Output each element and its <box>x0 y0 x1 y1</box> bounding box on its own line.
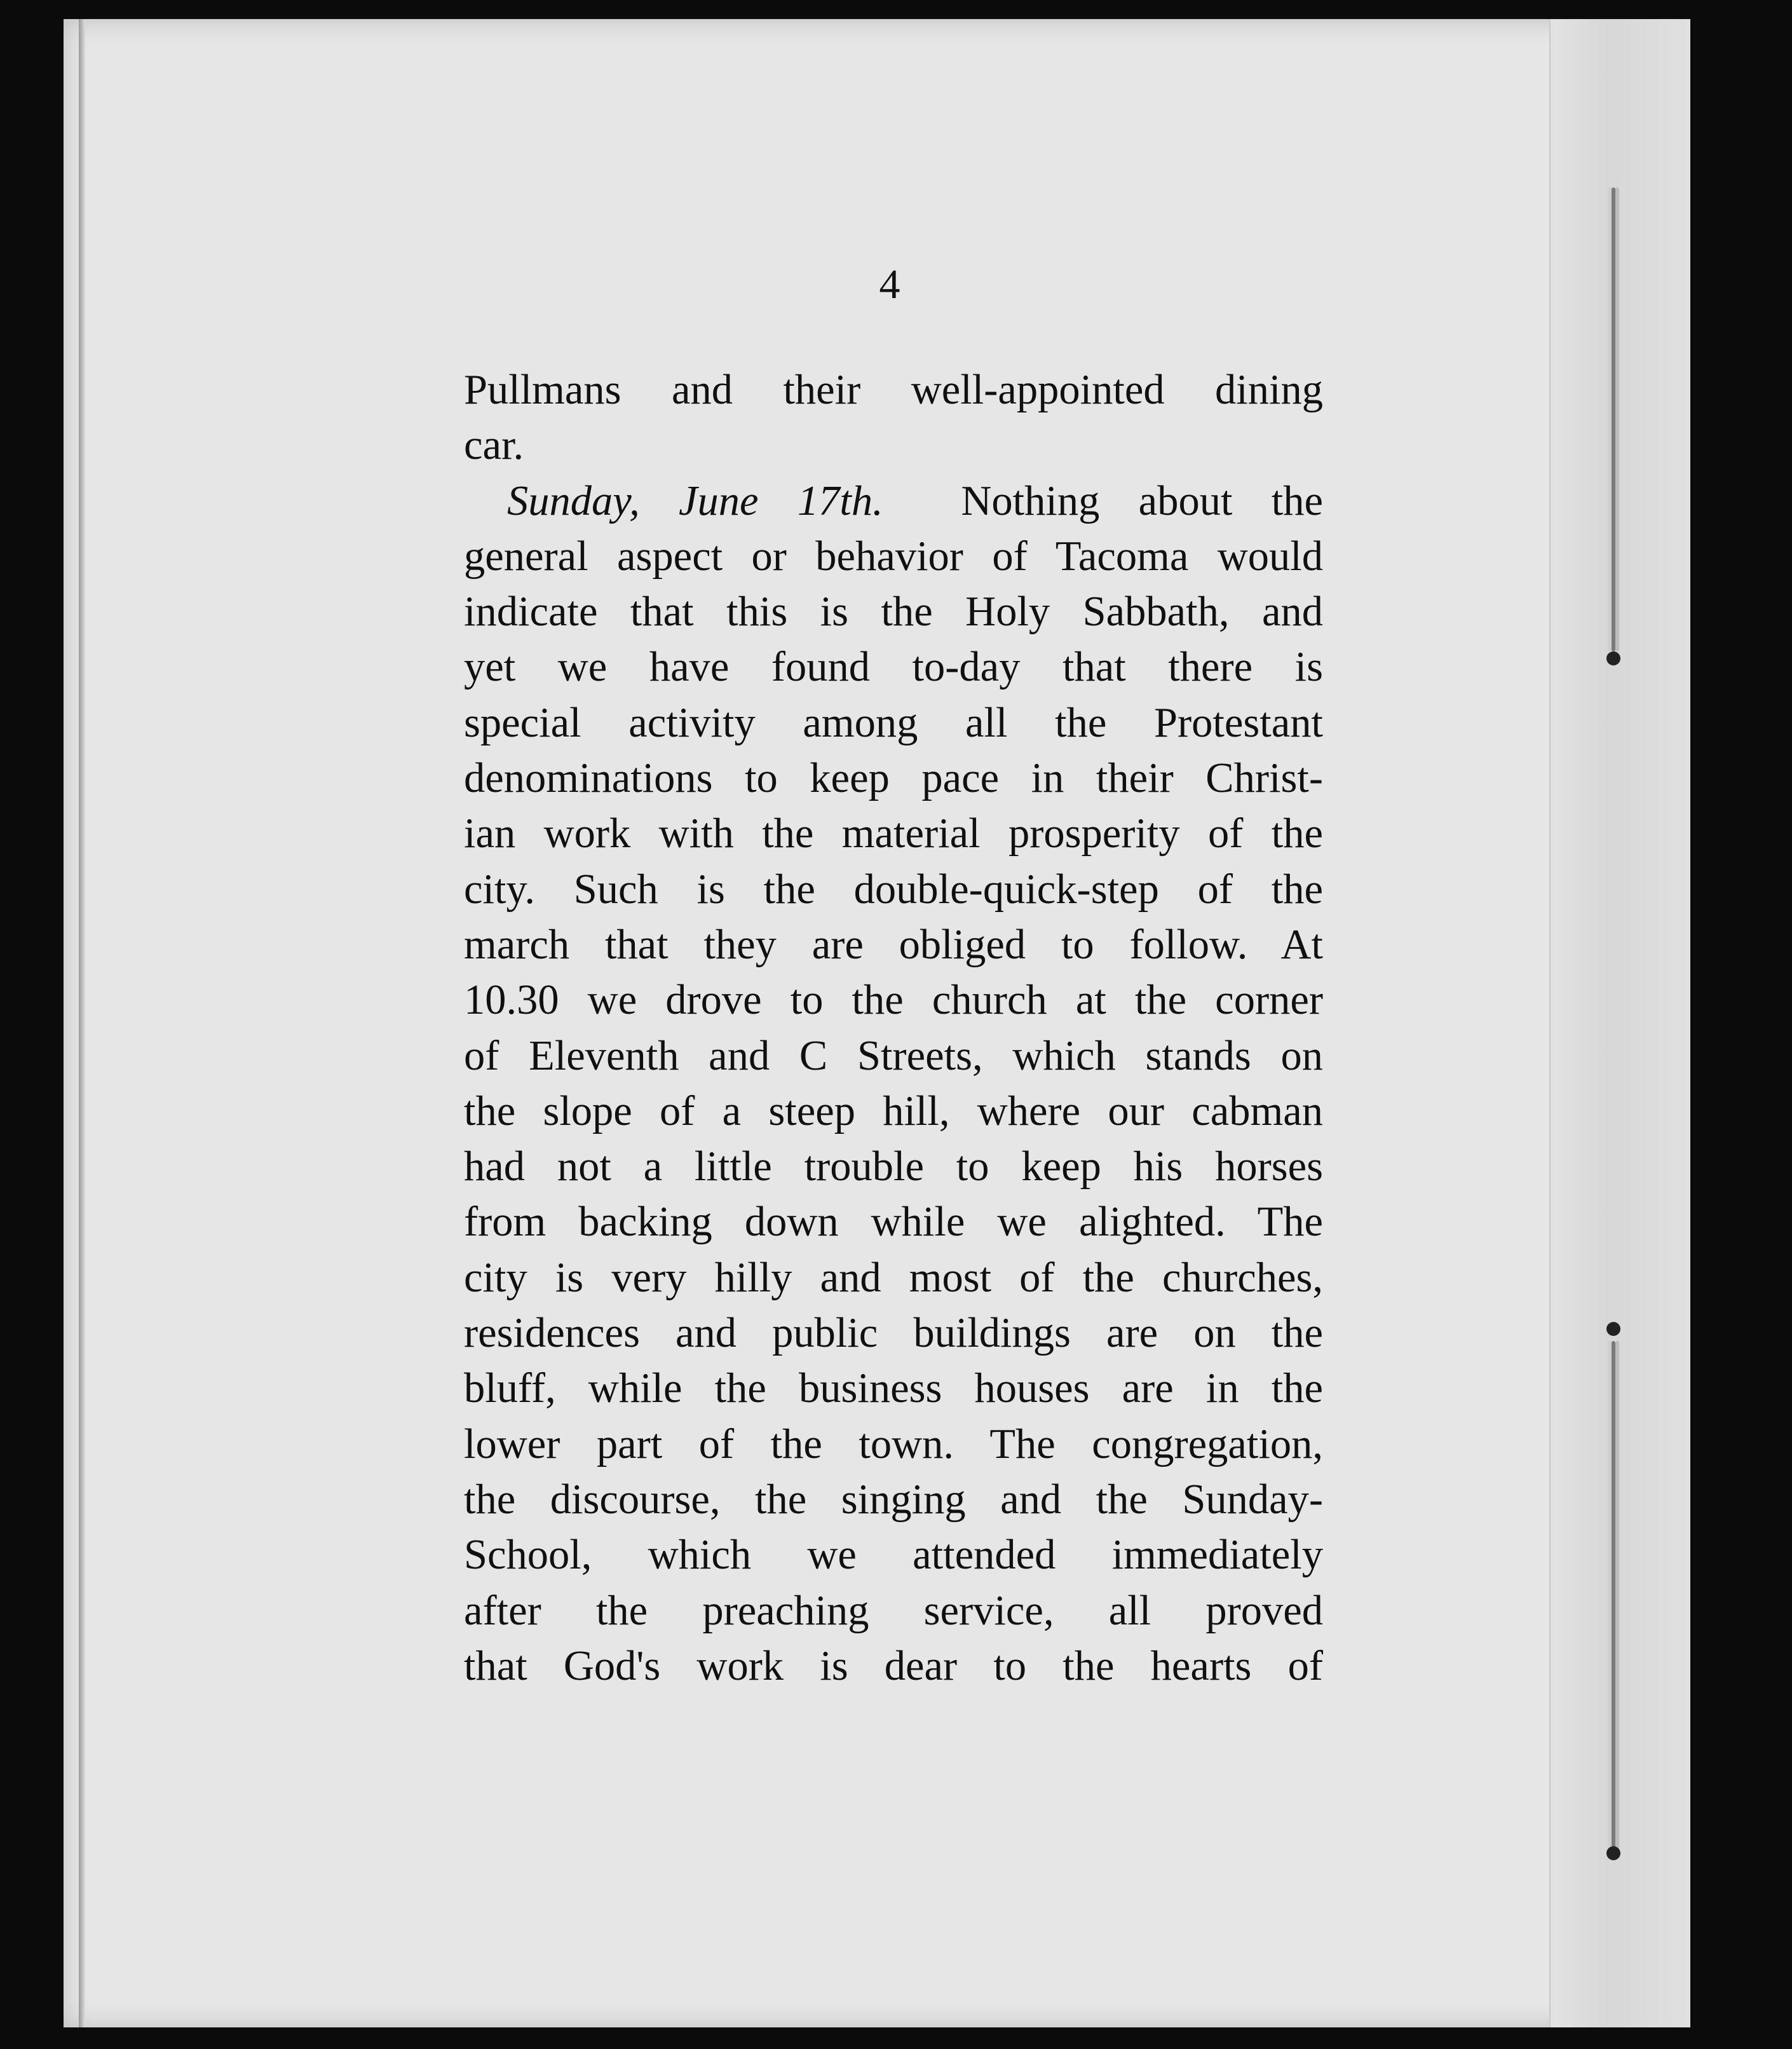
text-line: car. <box>464 422 524 469</box>
text-line: lower part of the town. The congregation, <box>464 1420 1323 1467</box>
text-line: the discourse, the singing and the Sunday- <box>464 1476 1323 1523</box>
text-line: that God's work is dear to the hearts of <box>464 1642 1323 1689</box>
text-line: Pullmans and their well-appointed dining <box>464 367 1323 413</box>
text-line: march that they are obliged to follow. At <box>464 921 1323 968</box>
text-line: indicate that this is the Holy Sabbath, and <box>464 589 1323 636</box>
text-line: the slope of a steep hill, where our cabman <box>464 1087 1323 1134</box>
text-line: city. Such is the double-quick-step of the <box>464 866 1323 913</box>
text-line-rest: Nothing about the <box>883 477 1323 524</box>
text-line: special activity among all the Protestant <box>464 699 1323 746</box>
text-line: ian work with the material prosperity of the <box>464 810 1323 857</box>
binding-stitch-upper <box>1606 175 1620 671</box>
page-fold-shadow <box>79 19 85 2027</box>
text-line: city is very hilly and most of the churches, <box>464 1254 1323 1301</box>
body-text <box>464 362 1323 1694</box>
date-heading: Sunday, June 17th. <box>507 477 883 524</box>
page-number: 4 <box>879 261 900 308</box>
text-line <box>464 473 1323 529</box>
book-page <box>64 19 1690 2027</box>
text-line: from backing down while we alighted. The <box>464 1199 1323 1246</box>
binding-edge <box>1549 19 1690 2027</box>
text-line: bluff, while the business houses are in the <box>464 1365 1323 1412</box>
text-line: yet we have found to-day that there is <box>464 644 1323 691</box>
text-line: of Eleventh and C Streets, which stands on <box>464 1032 1323 1079</box>
text-line: School, which we attended immediately <box>464 1532 1323 1579</box>
binding-stitch-lower <box>1606 1322 1620 1869</box>
text-line: after the preaching service, all proved <box>464 1587 1323 1634</box>
text-line: denominations to keep pace in their Christ- <box>464 755 1323 802</box>
text-line: residences and public buildings are on the <box>464 1310 1323 1357</box>
text-line: had not a little trouble to keep his horses <box>464 1143 1323 1190</box>
text-line: general aspect or behavior of Tacoma would <box>464 533 1323 580</box>
text-line: 10.30 we drove to the church at the corner <box>464 977 1323 1024</box>
